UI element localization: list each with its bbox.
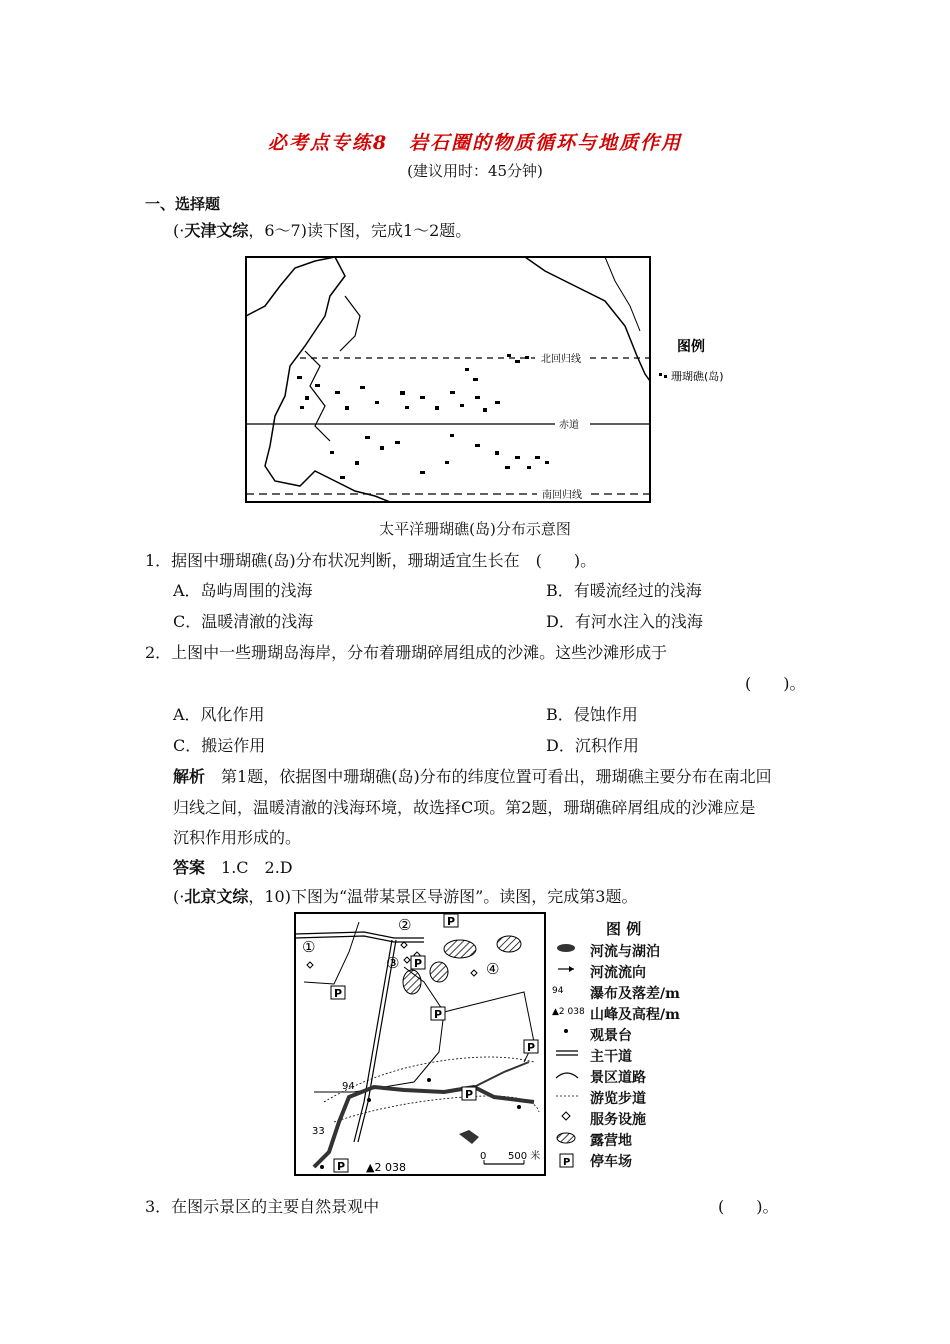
tropic-north-label: 北回归线 (541, 354, 581, 365)
site-3-label: ③ (386, 954, 400, 972)
peak-label: ▲2 038 (366, 1161, 406, 1174)
answer-label: 答案 (173, 858, 206, 877)
legend-item: 主干道 (590, 1049, 632, 1065)
parking-icon: P (414, 957, 423, 970)
q2-option-b: B．侵蚀作用 (546, 705, 638, 724)
tropic-south-label: 南回归线 (542, 490, 582, 501)
legend-item: 观景台 (590, 1028, 632, 1044)
coral-reef-map (245, 256, 745, 506)
page-subtitle: (建议用时：45分钟) (407, 162, 543, 180)
site-4-label: ④ (486, 960, 500, 978)
viewpoint-icon (564, 1029, 568, 1033)
legend-item: 停车场 (590, 1154, 632, 1170)
q2-option-c: C．搬运作用 (173, 736, 266, 755)
q1-option-a: A．岛屿周围的浅海 (173, 581, 313, 600)
parking-icon: P (527, 1041, 536, 1054)
scenic-road-icon (556, 1073, 578, 1078)
coral-legend-icon (659, 373, 667, 378)
analysis-line-3: 沉积作用形成的。 (173, 828, 302, 847)
page-title: 必考点专练8 岩石圈的物质循环与地质作用 (267, 132, 683, 154)
intro-1: (·天津文综，6～7)读下图，完成1～2题。 (173, 221, 472, 240)
peak-icon: ▲2 038 (552, 1007, 585, 1017)
intro-2: (·北京文综，10)下图为“温带某景区导游图”。读图，完成第3题。 (173, 887, 638, 906)
site-1-label: ① (302, 938, 316, 956)
legend-item: 服务设施 (590, 1112, 646, 1128)
falls-94-label: 94 (342, 1081, 355, 1092)
map2-legend-icons (552, 938, 592, 1178)
q2-option-a: A．风化作用 (173, 705, 265, 724)
map2-legend-title: 图 例 (606, 920, 642, 938)
analysis-line-2: 归线之间，温暖清澈的浅海环境，故选择C项。第2题，珊瑚礁碎屑组成的沙滩应是 (173, 798, 756, 817)
legend-item: 游览步道 (590, 1091, 646, 1107)
q2-option-d: D．沉积作用 (546, 736, 639, 755)
equator-label: 赤道 (559, 420, 579, 431)
legend-item: 露营地 (590, 1133, 632, 1149)
legend-item: 山峰及高程/m (590, 1007, 680, 1023)
parking-icon: P (447, 915, 456, 928)
map1-caption: 太平洋珊瑚礁(岛)分布示意图 (379, 520, 571, 538)
parking-icon: P (334, 987, 343, 1000)
site-2-label: ② (398, 916, 412, 934)
q3-bracket: ( )。 (718, 1197, 779, 1216)
falls-33-label: 33 (312, 1126, 325, 1137)
map1-legend-title: 图例 (677, 339, 705, 355)
q1-stem: 1．据图中珊瑚礁(岛)分布状况判断，珊瑚适宜生长在 ( )。 (145, 551, 597, 570)
answer-line: 答案 1.C 2.D (173, 858, 293, 877)
q1-option-d: D．有河水注入的浅海 (546, 612, 703, 631)
map1-legend-coral: 珊瑚礁(岛) (671, 370, 724, 383)
q1-option-c: C．温暖清澈的浅海 (173, 612, 314, 631)
analysis-label: 解析 (173, 767, 206, 786)
legend-item: 河流流向 (590, 965, 646, 981)
section-heading: 一、选择题 (145, 195, 221, 213)
q2-stem: 2．上图中一些珊瑚岛海岸，分布着珊瑚碎屑组成的沙滩。这些沙滩形成于 (145, 643, 668, 662)
scale-zero: 0 (480, 1151, 487, 1162)
legend-item: 河流与湖泊 (590, 944, 660, 960)
parking-icon: P (434, 1008, 443, 1021)
parking-icon: P (465, 1088, 474, 1101)
analysis-line-1: 解析 第1题，依据图中珊瑚礁(岛)分布的纬度位置可看出，珊瑚礁主要分布在南北回 (173, 767, 772, 786)
parking-icon: P (337, 1160, 346, 1173)
waterfall-icon: 94 (552, 986, 564, 996)
service-icon (562, 1112, 570, 1120)
q1-option-b: B．有暖流经过的浅海 (546, 581, 702, 600)
legend-item: 瀑布及落差/m (590, 986, 680, 1002)
lake-icon (557, 944, 575, 952)
q2-bracket: ( )。 (745, 674, 806, 693)
q3-stem: 3．在图示景区的主要自然景观中 (145, 1197, 380, 1216)
scenic-area-map (294, 912, 554, 1180)
campground-icon (557, 1133, 575, 1143)
scale-label: 500 米 (508, 1151, 541, 1162)
svg-text:P: P (563, 1157, 571, 1168)
legend-item: 景区道路 (590, 1070, 646, 1086)
